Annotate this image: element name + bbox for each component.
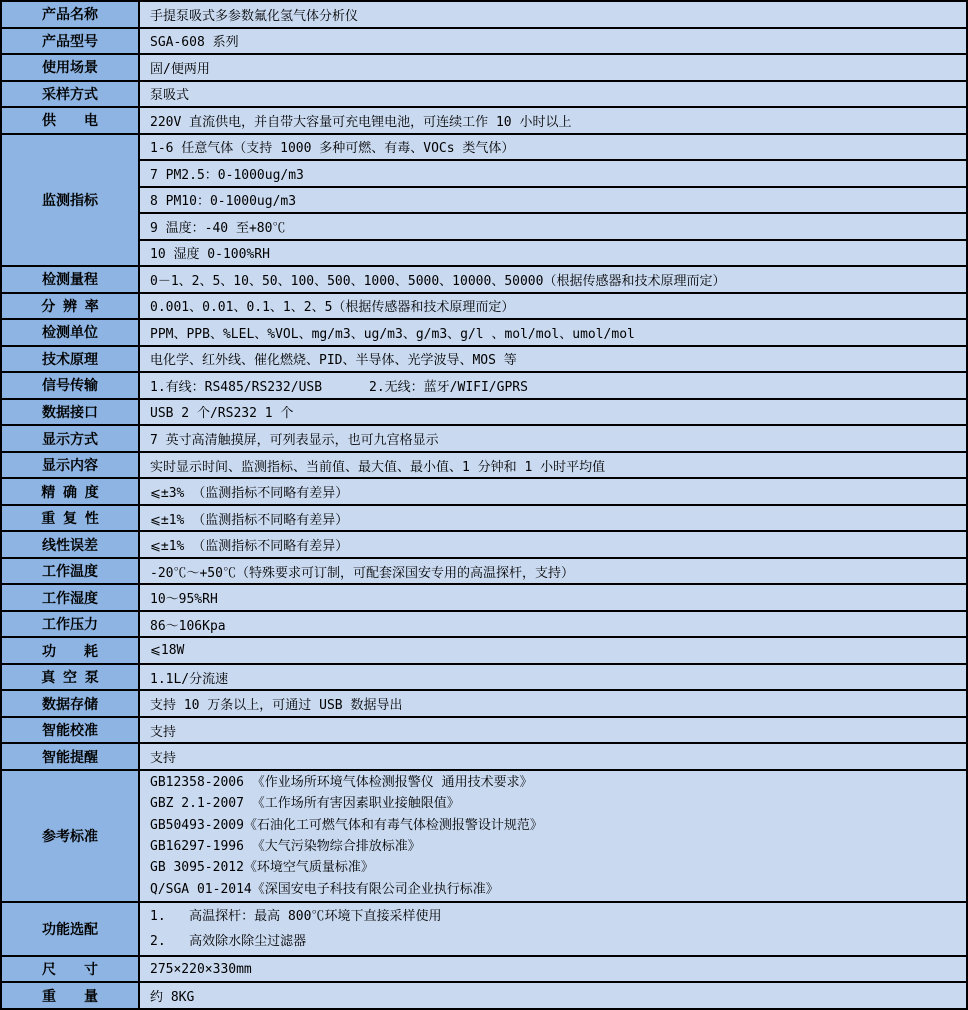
value-weight: 约 8KG: [140, 983, 966, 1008]
label-technical-principle: 技术原理: [2, 347, 138, 372]
label-detection-range: 检测量程: [2, 267, 138, 292]
value-smart-calibration: 支持: [140, 718, 966, 743]
label-data-interface: 数据接口: [2, 400, 138, 425]
value-signal-transmission: 1.有线：RS485/RS232/USB 2.无线：蓝牙/WIFI/GPRS: [140, 373, 966, 398]
label-linearity-error: 线性误差: [2, 532, 138, 557]
value-monitoring-indicator-2: 7 PM2.5：0-1000ug/m3: [140, 161, 966, 186]
label-power-consumption: 功 耗: [2, 638, 138, 663]
label-optional-features: 功能选配: [2, 903, 138, 955]
reference-standard-line: GB 3095-2012《环境空气质量标准》: [150, 860, 374, 876]
label-sampling-method: 采样方式: [2, 82, 138, 107]
label-smart-reminder: 智能提醒: [2, 744, 138, 769]
label-working-pressure: 工作压力: [2, 612, 138, 637]
value-monitoring-indicator-1: 1-6 任意气体（支持 1000 多种可燃、有毒、VOCs 类气体）: [140, 135, 966, 160]
reference-standard-line: GB50493-2009《石油化工可燃气体和有毒气体检测报警设计规范》: [150, 817, 543, 833]
value-power-supply: 220V 直流供电，并自带大容量可充电锂电池，可连续工作 10 小时以上: [140, 108, 966, 133]
value-reference-standards: [140, 771, 966, 901]
label-data-storage: 数据存储: [2, 691, 138, 716]
value-usage-scenario: 固/便两用: [140, 55, 966, 80]
label-resolution: 分 辨 率: [2, 294, 138, 319]
reference-standard-line: Q/SGA 01-2014《深国安电子科技有限公司企业执行标准》: [150, 881, 499, 897]
value-monitoring-indicator-4: 9 温度：-40 至+80℃: [140, 214, 966, 239]
value-display-content: 实时显示时间、监测指标、当前值、最大值、最小值、1 分钟和 1 小时平均值: [140, 453, 966, 478]
label-working-humidity: 工作湿度: [2, 585, 138, 610]
value-working-humidity: 10～95%RH: [140, 585, 966, 610]
value-technical-principle: 电化学、红外线、催化燃烧、PID、半导体、光学波导、MOS 等: [140, 347, 966, 372]
value-working-temperature: -20℃～+50℃（特殊要求可订制，可配套深国安专用的高温探杆，支持）: [140, 559, 966, 584]
value-dimensions: 275×220×330mm: [140, 957, 966, 982]
value-monitoring-indicator-5: 10 湿度 0-100%RH: [140, 241, 966, 266]
label-reference-standards: 参考标准: [2, 771, 138, 901]
label-accuracy: 精 确 度: [2, 479, 138, 504]
reference-standard-line: GB16297-1996 《大气污染物综合排放标准》: [150, 838, 421, 854]
label-repeatability: 重 复 性: [2, 506, 138, 531]
value-product-name: 手提泵吸式多参数氟化氢气体分析仪: [140, 2, 966, 27]
value-smart-reminder: 支持: [140, 744, 966, 769]
label-monitoring-indicators: 监测指标: [2, 135, 138, 266]
label-vacuum-pump: 真 空 泵: [2, 665, 138, 690]
value-working-pressure: 86～106Kpa: [140, 612, 966, 637]
value-resolution: 0.001、0.01、0.1、1、2、5（根据传感器和技术原理而定）: [140, 294, 966, 319]
value-detection-unit: PPM、PPB、%LEL、%VOL、mg/m3、ug/m3、g/m3、g/l 、mol/mol、umol/mol: [140, 320, 966, 345]
value-data-interface: USB 2 个/RS232 1 个: [140, 400, 966, 425]
reference-standard-line: GBZ 2.1-2007 《工作场所有害因素职业接触限值》: [150, 796, 460, 812]
value-accuracy: ⩽±3% （监测指标不同略有差异）: [140, 479, 966, 504]
label-display-content: 显示内容: [2, 453, 138, 478]
label-display-mode: 显示方式: [2, 426, 138, 451]
optional-feature-line: 1. 高温探杆：最高 800℃环境下直接采样使用: [150, 908, 442, 924]
value-data-storage: 支持 10 万条以上，可通过 USB 数据导出: [140, 691, 966, 716]
value-linearity-error: ⩽±1% （监测指标不同略有差异）: [140, 532, 966, 557]
value-monitoring-indicator-3: 8 PM10：0-1000ug/m3: [140, 188, 966, 213]
value-power-consumption: ⩽18W: [140, 638, 966, 663]
label-power-supply: 供 电: [2, 108, 138, 133]
value-detection-range: 0－1、2、5、10、50、100、500、1000、5000、10000、50000（根据传感器和技术原理而定）: [140, 267, 966, 292]
label-smart-calibration: 智能校准: [2, 718, 138, 743]
value-product-model: SGA-608 系列: [140, 29, 966, 54]
value-sampling-method: 泵吸式: [140, 82, 966, 107]
label-signal-transmission: 信号传输: [2, 373, 138, 398]
label-product-model: 产品型号: [2, 29, 138, 54]
label-weight: 重 量: [2, 983, 138, 1008]
label-working-temperature: 工作温度: [2, 559, 138, 584]
label-dimensions: 尺 寸: [2, 957, 138, 982]
label-detection-unit: 检测单位: [2, 320, 138, 345]
reference-standard-line: GB12358-2006 《作业场所环境气体检测报警仪 通用技术要求》: [150, 774, 533, 790]
label-product-name: 产品名称: [2, 2, 138, 27]
value-display-mode: 7 英寸高清触摸屏，可列表显示，也可九宫格显示: [140, 426, 966, 451]
value-repeatability: ⩽±1% （监测指标不同略有差异）: [140, 506, 966, 531]
value-vacuum-pump: 1.1L/分流速: [140, 665, 966, 690]
optional-feature-line: 2. 高效除水除尘过滤器: [150, 933, 307, 949]
label-usage-scenario: 使用场景: [2, 55, 138, 80]
value-optional-features: [140, 903, 966, 955]
